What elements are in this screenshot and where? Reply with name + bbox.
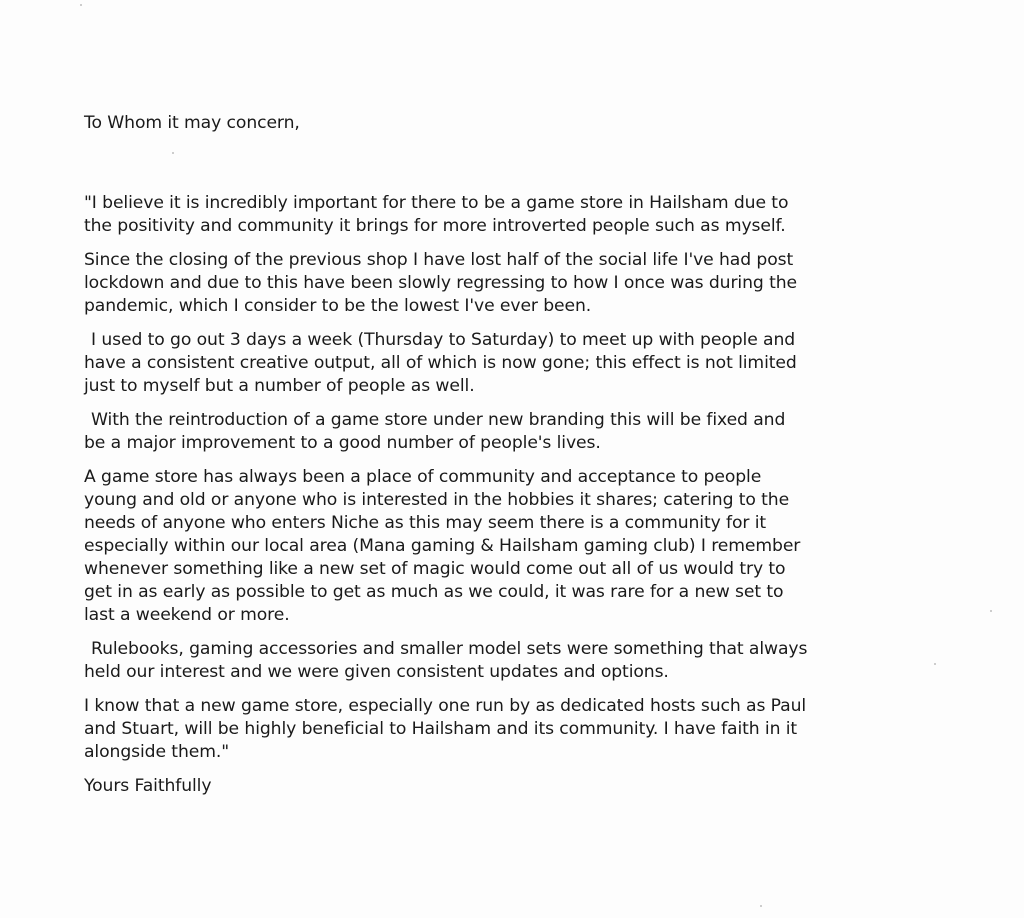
paragraph-weekly-visits — [84, 329, 884, 398]
closing: Yours Faithfully — [84, 776, 212, 796]
paragraph-line: last a weekend or more. — [84, 605, 290, 625]
paragraph-line: lockdown and due to this have been slowly regressing to how I once was during the — [84, 273, 797, 293]
paragraph-line: alongside them." — [84, 742, 230, 762]
paragraph-line: Rulebooks, gaming accessories and smaller model sets were something that always — [91, 639, 808, 659]
paragraph-line: be a major improvement to a good number of people's lives. — [84, 433, 601, 453]
paragraph-reintroduction — [84, 409, 884, 455]
paragraph-line: especially within our local area (Mana gaming & Hailsham gaming club) I remember — [84, 536, 801, 556]
paragraph-line: the positivity and community it brings for more introverted people such as myself. — [84, 216, 786, 236]
paragraph-products — [84, 638, 884, 684]
scan-speck — [80, 4, 82, 6]
paragraph-line: pandemic, which I consider to be the lowest I've ever been. — [84, 296, 592, 316]
paragraph-line: young and old or anyone who is interested in the hobbies it shares; catering to the — [84, 490, 790, 510]
paragraph-line: I used to go out 3 days a week (Thursday to Saturday) to meet up with people and — [91, 330, 796, 350]
paragraph-importance — [84, 192, 884, 238]
paragraph-line: and Stuart, will be highly beneficial to Hailsham and its community. I have faith in it — [84, 719, 798, 739]
paragraph-line: get in as early as possible to get as much as we could, it was rare for a new set to — [84, 582, 784, 602]
paragraph-closing-of-shop — [84, 249, 884, 318]
paragraph-community — [84, 466, 884, 627]
paragraph-line: have a consistent creative output, all of which is now gone; this effect is not limited — [84, 353, 797, 373]
salutation: To Whom it may concern, — [84, 113, 300, 133]
paragraph-line: needs of anyone who enters Niche as this may seem there is a community for it — [84, 513, 767, 533]
letter-body — [84, 112, 884, 798]
scan-speck — [934, 663, 936, 665]
paragraph-line: Since the closing of the previous shop I have lost half of the social life I've had post — [84, 250, 794, 270]
paragraph-line: "I believe it is incredibly important for there to be a game store in Hailsham due to — [84, 193, 789, 213]
paragraph-line: held our interest and we were given consistent updates and options. — [84, 662, 669, 682]
paragraph-line: whenever something like a new set of magic would come out all of us would try to — [84, 559, 786, 579]
scan-speck — [990, 610, 992, 612]
scan-speck — [760, 905, 762, 907]
paragraph-line: I know that a new game store, especially one run by as dedicated hosts such as Paul — [84, 696, 807, 716]
paragraph-line: just to myself but a number of people as well. — [84, 376, 475, 396]
paragraph-support — [84, 695, 884, 764]
paragraph-line: A game store has always been a place of community and acceptance to people — [84, 467, 762, 487]
paragraph-line: With the reintroduction of a game store under new branding this will be fixed and — [91, 410, 786, 430]
